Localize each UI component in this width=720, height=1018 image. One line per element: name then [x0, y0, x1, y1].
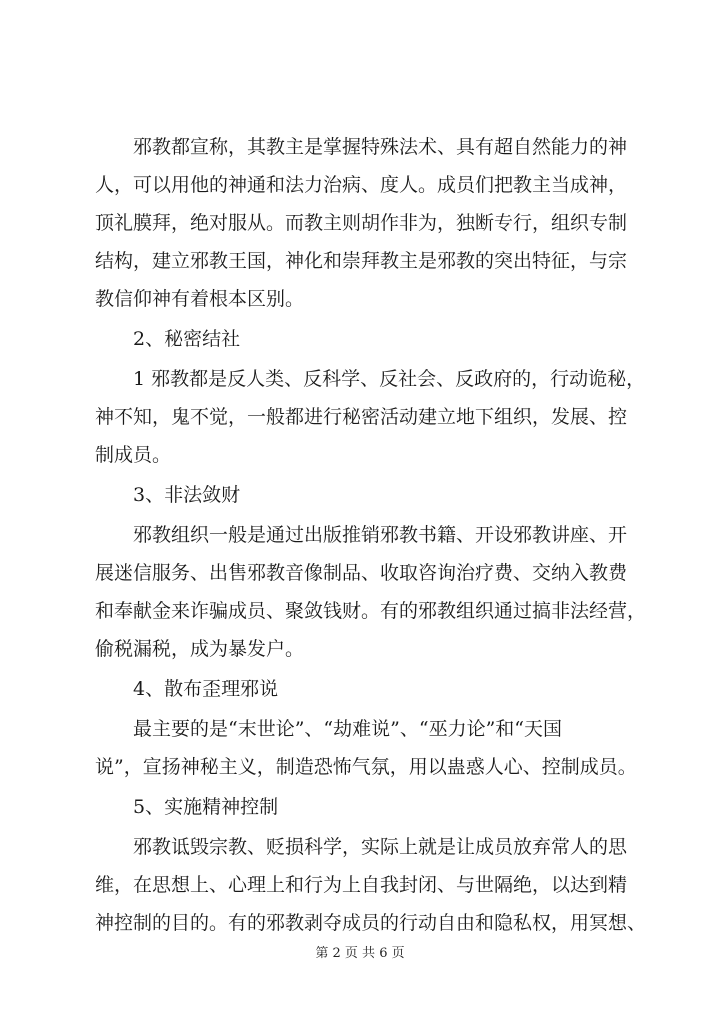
paragraph-line: 教信仰神有着根本区别。: [95, 288, 305, 310]
paragraph-heresy: [95, 710, 640, 786]
paragraph-secret-society: [95, 360, 646, 474]
page-number-footer: 第 2 页 共 6 页: [315, 946, 405, 961]
paragraph-line: 最主要的是“末世论”、“劫难说”、“巫力论”和“天国: [133, 718, 562, 740]
paragraph-line: 结构，建立邪教王国，神化和崇拜教主是邪教的突出特征，与宗: [95, 250, 628, 272]
paragraph-line: 邪教组织一般是通过出版推销邪教书籍、开设邪教讲座、开: [133, 524, 628, 546]
paragraph-line: 和奉献金来诈骗成员、聚敛钱财。有的邪教组织通过搞非法经营，: [95, 600, 647, 622]
paragraph-line: 人，可以用他的神通和法力治病、度人。成员们把教主当成神，: [95, 174, 628, 196]
paragraph-line: 邪教都宣称，其教主是掌握特殊法术、具有超自然能力的神: [133, 136, 628, 158]
paragraph-line: 邪教诋毁宗教、贬损科学，实际上就是让成员放弃常人的思: [133, 836, 628, 858]
paragraph-cult-leader: [95, 128, 640, 318]
document-body: [95, 128, 647, 942]
section-heading-secret-society: 2、秘密结社: [133, 328, 241, 350]
paragraph-line: 偷税漏税，成为暴发户。: [95, 638, 305, 660]
paragraph-line: 展迷信服务、出售邪教音像制品、收取咨询治疗费、交纳入教费: [95, 562, 628, 584]
paragraph-line: 维，在思想上、心理上和行为上自我封闭、与世隔绝，以达到精: [95, 874, 628, 896]
paragraph-line: 制成员。: [95, 444, 172, 466]
paragraph-mind-control: [95, 828, 647, 942]
paragraph-illegal-wealth: [95, 516, 647, 668]
paragraph-line: 神不知，鬼不觉，一般都进行秘密活动建立地下组织，发展、控: [95, 406, 628, 428]
paragraph-line: 神控制的目的。有的邪教剥夺成员的行动自由和隐私权，用冥想、: [95, 912, 647, 934]
paragraph-line: 说”，宣扬神秘主义，制造恐怖气氛，用以蛊惑人心、控制成员。: [95, 756, 637, 778]
paragraph-line: 1 邪教都是反人类、反科学、反社会、反政府的，行动诡秘，: [133, 368, 646, 390]
paragraph-line: 顶礼膜拜，绝对服从。而教主则胡作非为，独断专行，组织专制: [95, 212, 628, 234]
section-heading-mind-control: 5、实施精神控制: [133, 796, 279, 818]
section-heading-heresy: 4、散布歪理邪说: [133, 678, 279, 700]
section-heading-illegal-wealth: 3、非法敛财: [133, 484, 241, 506]
